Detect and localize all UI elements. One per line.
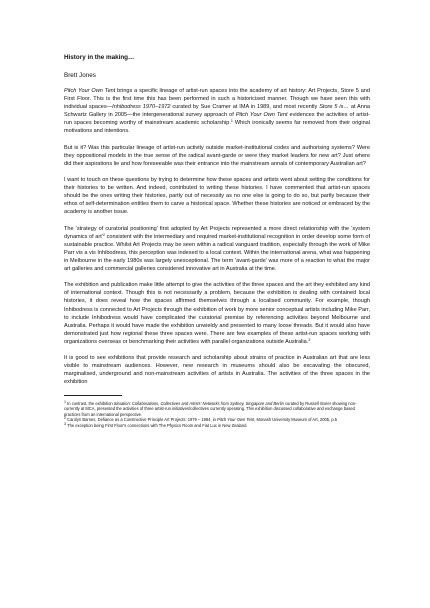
text-run: The exception being First Floor's connections with The Physics Room and Fiat Lux in New Zealand. — [66, 422, 248, 428]
footnote-ref: 2 — [64, 416, 66, 421]
text-run: curated by Russell Storer showing non-currently at MCA, presented the activities of three artist-run initiatives/collectives currently operating. This exhibition discussed collaborative and exchange based practices from an international perspective. — [64, 400, 357, 417]
italic-text: Pitch Your Own Tent — [64, 88, 116, 94]
footnote-ref: 3 — [64, 421, 66, 426]
footnote-ref: 1 — [230, 119, 233, 124]
footnotes — [64, 401, 370, 429]
text-run: The ‘strategy of curatorial positioning’ first adopted by Art Projects represented a more direct relationship with the ‘system dynamics of art’ — [64, 225, 370, 240]
author-name: Brett Jones — [64, 72, 96, 79]
body-paragraph — [64, 144, 370, 168]
body-paragraph — [64, 354, 370, 386]
footnote-ref: 3 — [308, 337, 311, 342]
footnote-separator — [64, 395, 122, 396]
body-text — [64, 87, 370, 386]
body-paragraph — [64, 281, 370, 346]
text-run: brings a specific lineage of artist-run spaces into the academy of art history: Art Projects, Store 5 and First Floor. This is the first time this has been performed in such a historicised manner. Though we have seen this with individual spaces— — [64, 88, 370, 111]
text-run: consistent with the intermediary and required market-institutional recognition in order develop some form of sustainable practice. Whilst Art Projects may be seen within a radical vanguard tradition, especially through the work of Mike Parr vis a vis Inhibodress, this perception was indexed to a local context. Within the international arena, what was happening in Melbourne in the early 1980s was largely unexceptional. The term ‘avant-garde’ was more of a reaction to what the major art galleries and commercial galleries considered innovative art in Australia at the time. — [64, 233, 370, 273]
text-run: , Monash University Museum of Art, 2005, p.5 — [254, 417, 338, 423]
text-run: Which ironically seems far removed from their original motivations and intentions. — [64, 120, 370, 135]
body-paragraph — [64, 225, 370, 274]
text-run: I want to touch on these questions by trying to determine how these spaces and artists went about setting the conditions for their histories to be written. And indeed, contributed to writing these histories. I have commented that artist-run spaces should be the ones writing their histories, partly out of necessity as no one else is going to do so, but partly because their ethos of self-determination entitles them to carve a historical space. Whether these histories are noticed or embraced by the academy is another issue. — [64, 177, 370, 216]
italic-text: Inhibodress 1970–1972 — [112, 104, 171, 111]
body-paragraph — [64, 176, 370, 216]
body-paragraph — [64, 87, 370, 136]
text-run: But is it? Was this particular lineage of artist-run activity outside market-institutional codes and authorising systems? Were they oppositional models in the true sense of the radical avant-garde or were they market leaders for new art? Just where did their aspirations lie and how foreseeable was their entrance into the mainstream annals of contemporary Australian art? — [64, 144, 370, 167]
text-run: It is good to see exhibitions that provide research and scholarship about strains of practice in Australian art that are less visible to mainstream audiences. However, new research in museums should also be excavating the obscured, marginalised, underground and non-mainstream activities of artists in Australia. The activities of the three spaces in the exhibition — [64, 355, 370, 386]
text-run: at Anna Schwartz Gallery in 2005—the intergenerational survey approach of — [64, 104, 371, 119]
italic-text: Store 5 is… — [319, 104, 349, 111]
document-title: History in the making… — [64, 54, 135, 61]
italic-text: Pitch Your Own Tent — [217, 417, 255, 423]
text-run: In contrast, the exhibition — [66, 400, 114, 406]
italic-text: Pitch Your Own Tent — [235, 112, 288, 119]
footnote-ref: 2 — [103, 232, 105, 237]
italic-text: Situation: Collaborations, Collectives and Artists' Networks from Sydney, Singapore and Berlin — [113, 400, 284, 406]
text-run: curated by Sue Cramer at IMA in 1989, and most recently — [170, 104, 320, 111]
text-run: Carolyn Barnes, Defiance as a Constructive Principle Art Projects: 1979 – 1984, in — [66, 417, 218, 423]
text-run: The exhibition and publication make little attempt to give the activities of the three spaces and the art they exhibited any kind of international context. Though this is not necessarily a problem, because the exhibition is dealing with contained local histories, it does reveal how the spaces affirmed themselves through a localised community. For example, though Inhibodress is connected to Art Projects through the exhibition of work by more senior conceptual artists including Mike Parr, to include Inhibodress would have complicated the curatorial premise by referencing activities beyond Melbourne and Australia. Perhaps it would have made the exhibition unwieldy and presented to many loose threads. But it would also have demonstrated just how regional these three spaces were. There are few examples of these artist-run spaces working with organizations overseas or benchmarking their activities with parallel organizations outside Australia. — [64, 282, 370, 345]
text-run: evidences the activities of artist-run spaces becoming worthy of mainstream academic scholarship. — [64, 112, 370, 127]
footnote — [64, 423, 370, 429]
footnote-ref: 1 — [64, 399, 66, 404]
